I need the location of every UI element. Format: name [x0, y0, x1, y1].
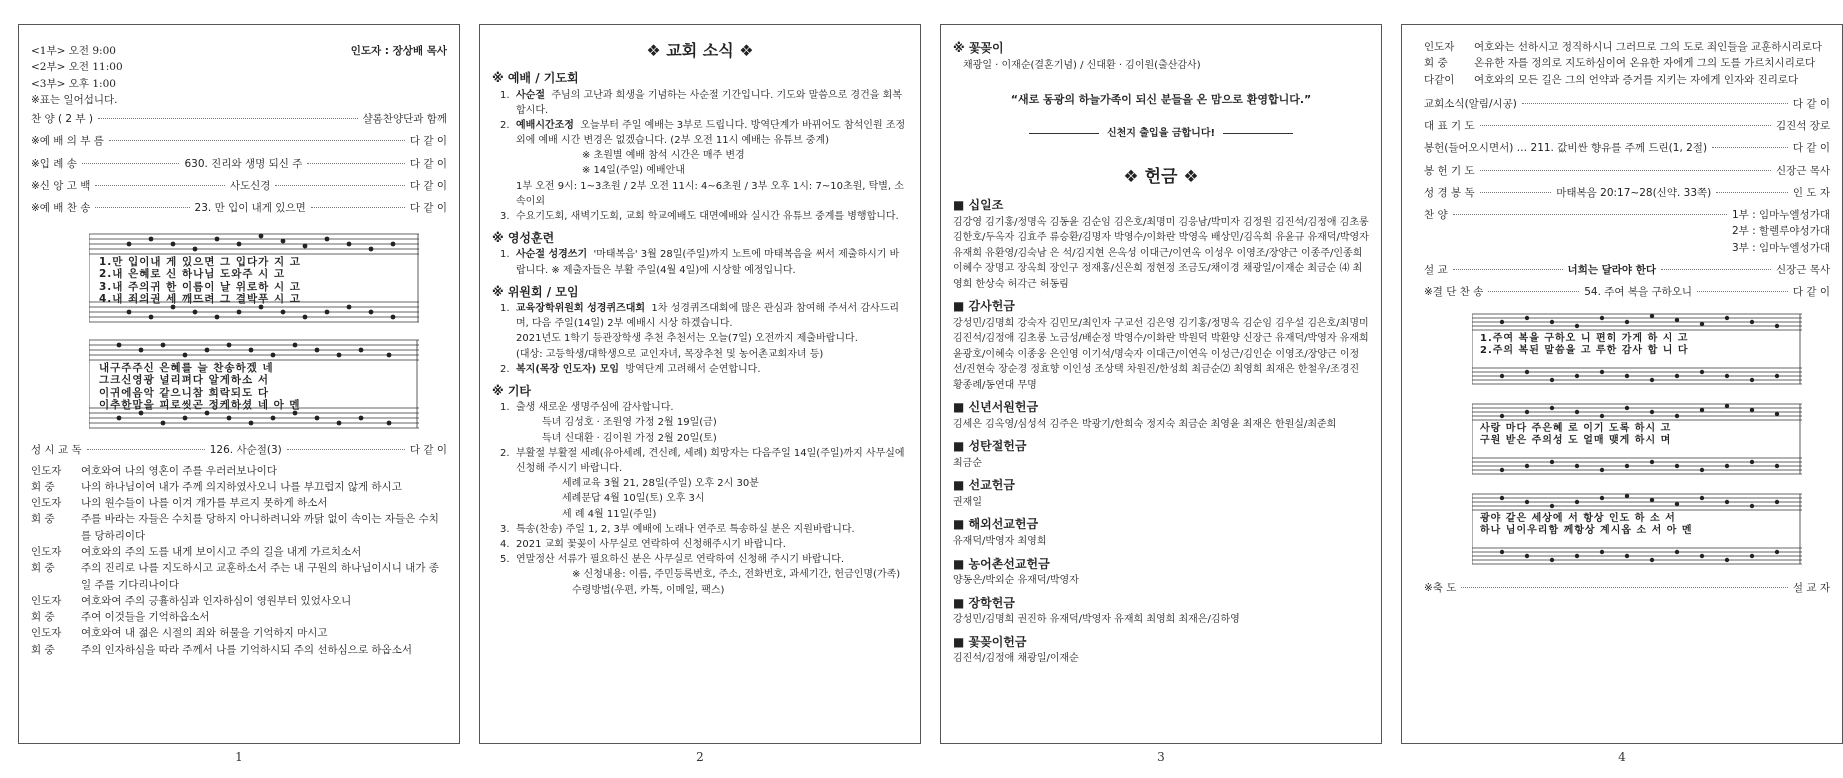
standing-note: ※표는 일어섭니다. — [31, 93, 118, 106]
closing-hymn-score-3 — [1472, 486, 1802, 570]
choir-entry: 2부 : 할렐루야성가대 — [1731, 225, 1830, 238]
news-item: 2. 복지(목장 인도자) 모임 방역단계 고려해서 순연합니다. — [500, 363, 761, 375]
order-item: ※신 앙 고 백 사도신경 다 같 이 — [31, 179, 448, 192]
church-news-title: ❖ 교회 소식 ❖ — [646, 41, 754, 60]
offering-heading: ■ 해외선교헌금 — [953, 517, 1039, 532]
news-item: 1. 사순절 성경쓰기 '마태복음' 3월 28일(주일)까지 노트에 마태복음을 써서 제출하시기 바랍니다. ※ 제출자들은 부활 주일(4월 4일)에 시상할 예정입니다. — [500, 249, 900, 276]
order-item: 봉 헌 기 도 신장근 목사 — [1424, 164, 1830, 177]
offering-names: 양동은/박외순 유재덕/박영자 — [953, 575, 1079, 587]
responsive-reading: 인도자 여호와여 나의 영혼이 주를 우러러보나이다 회 중 나의 하나님이여 내가 주께 의지하였사오니 나를 부끄럽지 않게 하시고 인도자 나의 원수들이 나를 이겨 개가를 부르지 못하게 하소서 회 중 주를 바라는 자들은 수치를 당하지 아니하려니와 까닭 없이 속이는 자들은 수치를 당하리이다 인도자 여호와의 주의 도를 내게 보이시고 주의 길을 내게 가르치소서 회 중 주의 진리로 나를 지도하시고 교훈하소서 주는 내 구원의 하나님이시니 내가 종일 주를 기다리나이다 인도자 여호와여 주의 긍휼하심과 인자하심이 영원부터 있었사오니 회 중 주여 이것들을 기억하옵소서 인도자 여호와여 내 젊은 시절의 죄와 허물을 기억하지 마시고 회 중 주의 인자하심을 따라 주께서 나를 기억하시되 주의 선하심으로 하옵소서 — [31, 464, 439, 656]
section-heading: ※ 예배 / 기도회 — [492, 71, 579, 86]
offering-heading: ■ 신년서원헌금 — [953, 400, 1039, 415]
page-number: 3 — [1157, 750, 1165, 764]
news-item: 1. 출생 새로운 생명주심에 감사합니다. — [500, 402, 674, 414]
hymn-lyric-line: 이귀에음악 같으니참 희락되도 다 — [99, 386, 269, 399]
order-item: ※결 단 찬 송 54. 주여 복을 구하오니 다 같 이 — [1424, 286, 1831, 299]
hymn-lyric-line: 광야 같은 세상에 서 항상 인도 하 소 서 — [1480, 513, 1676, 525]
hymn-lyric-line: 내구주주신 은혜를 늘 찬송하겠 네 — [99, 362, 274, 375]
offering-heading: ■ 감사헌금 — [953, 299, 1015, 314]
baptism-entry: 세 례 4월 11일(주일) — [562, 508, 657, 520]
section-heading: ※ 영성훈련 — [492, 231, 555, 246]
offering-names: 김세은 김옥영/심성석 김주은 박광기/한희숙 정지숙 최금순 최영윤 최재은 한원실/최준희 — [953, 418, 1337, 430]
birth-entry: 득녀 신대환 · 김이원 가정 2월 20일(토) — [542, 432, 717, 444]
offering-heading: ■ 꽃꽂이헌금 — [953, 634, 1027, 649]
offering-title: ❖ 헌금 ❖ — [1123, 166, 1199, 187]
offering-names: 강성민/김명희 강숙자 김민모/최인자 구교선 김은영 김기홍/정명옥 김순임 김우설 김은호/최명미 김진석/김정애 김초롱 노금성/배순정 박영수/이화란 박원덕 박환양 신장근 유재덕/박영자 유재희 윤광호/이혜숙 이종웅 은인영 이기석/명숙자 이대근/이연옥 이성근/김인순 이영조/장양근 이정선/진현숙 장순경 정효향 이인성 조상택 차원진/한성희 최금순⑵ 최영희 최재은 한철우/조경진 황종례/동연대 무명 — [953, 317, 1369, 391]
flowers-heading: ※ 꽃꽂이 — [953, 41, 1004, 55]
welcome-message: “새로 동광의 하늘가족이 되신 분들을 온 맘으로 환영합니다.” — [1010, 93, 1312, 107]
hymn-lyric-line: 사랑 마다 주은혜 로 이기 도록 하시 고 — [1480, 423, 1672, 435]
hymn-lyric-line: 4.내 죄의권 세 깨뜨려 그 결박푸 시 고 — [99, 292, 301, 305]
news-subnote: ※ 14일(주일) 예배안내 — [582, 165, 685, 177]
offering-list — [953, 196, 1369, 667]
offering-names: 유재덕/박영자 최영희 — [953, 536, 1047, 548]
offering-names: 김진석/김정애 채광일/이재순 — [953, 653, 1079, 665]
closing-hymn-score-2 — [1472, 396, 1802, 480]
offering-names: 김강영 김기홍/정명옥 김동윤 김순임 김은호/최명미 김응남/박미자 김정원 김진석/김정애 김초롱 김한호/두옥자 김효주 류승환/김명자 박영수/이화란 박영옥 배상민/김옥희 유윤규 유재덕/박영자 유재희 유환영/김숙남 은 석/김지현 은옥성 이대근/이연옥 이성우 이영조/장양근 이종주/인종희 이혜수 장명고 장옥희 장인구 정재홍/신은희 정현정 조금도/채이경 채광일/이재순 최금순 ⑷ 최영희 한상숙 허각근 허동림 — [953, 216, 1369, 290]
news-subnote: 2021년도 1학기 등관장학생 추천 추천서는 오늘(7일) 오전까지 제출바랍니다. — [516, 333, 858, 345]
offering-names: 최금순 — [953, 457, 982, 469]
section-heading: ※ 위원회 / 모임 — [492, 284, 579, 299]
news-item: 5. 연말정산 서류가 필요하신 분은 사무실로 연락하여 신청해 주시기 바랍니다. — [500, 554, 845, 566]
baptism-entry: 세례교육 3월 21, 28일(주일) 오후 2시 30분 — [562, 478, 759, 490]
bulletin-page-1 — [18, 24, 460, 744]
news-item: 2. 부활절 부활절 세례(유아세례, 견신례, 세례) 희망자는 다음주일 14일(주일)까지 사무실에 신청해 주시기 바랍니다. — [500, 447, 905, 474]
no-entry-notice: 신천지 출입을 금합니다! — [953, 126, 1369, 142]
hymn-score-1 — [89, 224, 419, 328]
responsive-reading-continued: 인도자 여호와는 선하시고 정직하시니 그러므로 그의 도로 죄인들을 교훈하시리로다 회 중 온유한 자를 정의로 지도하심이여 온유한 자에게 그의 도를 가르치시리로다 다같이 여호와의 모든 길은 그의 언약과 증거를 지키는 자에게 인자와 진리로다 — [1424, 41, 1822, 86]
hymn-lyric-line: 그크신영광 널리펴다 알게하소 서 — [99, 374, 269, 387]
order-item: 찬 양 ( 2 부 ) 샬롬찬양단과 함께 — [31, 113, 447, 126]
news-item: 3. 수요기도회, 새벽기도회, 교회 학교예배도 대면예배와 실시간 유튜브 중계를 병행합니다. — [500, 211, 899, 223]
bulletin-page-3 — [940, 24, 1382, 744]
news-item: 4. 2021 교회 꽃꽂이 사무실로 연락하여 신청해주시기 바랍니다. — [500, 538, 786, 550]
order-item: 설 교 너희는 달라야 한다 신장근 목사 — [1424, 263, 1830, 276]
order-item: ※예 배 의 부 름 다 같 이 — [31, 135, 447, 148]
news-subnote: (대상: 고등학생/대학생으로 교인자녀, 목장추천 및 농어촌교회자녀 등) — [516, 348, 824, 360]
baptism-entry: 세례문답 4월 10일(토) 오후 3시 — [562, 493, 705, 505]
service-times-block — [31, 43, 447, 92]
offering-heading: ■ 농어촌선교헌금 — [953, 556, 1050, 571]
closing-hymn-score-1 — [1472, 306, 1802, 390]
hymn-lyric-line: 1.만 입이내 게 있으면 그 입다가 지 고 — [99, 256, 301, 269]
order-item: ※예 배 찬 송 23. 만 입이 내게 있으면 다 같 이 — [31, 202, 448, 215]
hymn-lyric-line: 3.내 주의귀 한 이름이 날 위로하 시 고 — [99, 280, 301, 293]
hymn-lyric-line: 1.주여 복을 구하오 니 편히 가게 하 시 고 — [1480, 333, 1689, 345]
news-subnote: ※ 초원별 예배 참석 시간은 매주 변경 — [582, 150, 745, 162]
birth-entry: 득녀 김성호 · 조원영 가정 2월 19일(금) — [542, 417, 717, 429]
news-item: 1. 교육장학위원회 성경퀴즈대회 1차 성경퀴즈대회에 많은 관심과 참여해 주셔서 감사드리며, 다음 주일(14일) 2부 예배시 시상 하겠습니다. — [500, 303, 900, 330]
order-item: 교회소식(알림/시공) 다 같 이 — [1424, 97, 1830, 110]
order-item: 찬 양 1부 : 임마누엘성가대 — [1424, 209, 1830, 222]
hymn-score-2 — [89, 332, 419, 432]
offering-names: 강성민/김명희 권진하 유재덕/박영자 유재희 최영희 최재은/김하영 — [953, 614, 1240, 626]
flowers-text: 채광일 · 이재순(결혼기념) / 신대환 · 김이원(출산감사) — [963, 59, 1201, 71]
page-number: 1 — [235, 750, 243, 764]
worship-leader: 인도자 : 장상배 목사 — [350, 45, 447, 57]
service-time: <1부> 오전 9:00 — [31, 45, 116, 57]
news-subnote: ※ 신청내용: 이름, 주민등록번호, 주소, 전화번호, 과세기간, 헌금인명(가족) 수령방법(우편, 카톡, 이메일, 팩스) — [572, 569, 901, 596]
order-item: 대 표 기 도 김진석 장로 — [1424, 120, 1830, 133]
order-item: ※축 도 설 교 자 — [1424, 582, 1830, 595]
bulletin-page-4 — [1401, 24, 1843, 744]
news-item: 1. 사순절 주님의 고난과 희생을 기념하는 사순절 기간입니다. 기도와 말씀으로 경건을 회복합시다. — [500, 89, 902, 116]
choir-entry: 3부 : 임마누엘성가대 — [1731, 241, 1830, 254]
service-time: <3부> 오후 1:00 — [31, 77, 116, 90]
hymn-lyric-line: 이추한맘을 피로씻곤 정케하셨 네 아 멘 — [99, 398, 301, 411]
hymn-lyric-line: 구원 받은 주의성 도 얼매 맺게 하시 며 — [1480, 435, 1672, 447]
offering-heading: ■ 십일조 — [953, 197, 1004, 212]
order-item: 성 경 봉 독 마태복음 20:17~28(신약. 33쪽) 인 도 자 — [1424, 186, 1831, 199]
news-item: 3. 특송(찬송) 주일 1, 2, 3부 예배에 노래나 연주로 특송하실 분은 지원바랍니다. — [500, 523, 855, 535]
offering-heading: ■ 성탄절헌금 — [953, 439, 1027, 454]
news-item: 2. 예배시간조정 오늘부터 주일 예배는 3부로 드립니다. 방역단계가 바뀌어도 참석인원 조정 외에 예배 시간 변경은 없겠습니다. (2부 오전 11시 예배는 유튜브 중계) — [500, 119, 906, 147]
hymn-lyric-line: 하나 님이우리함 께항상 계시옵 소 서 아 멘 — [1480, 525, 1693, 537]
section-heading: ※ 기타 — [492, 384, 532, 399]
offering-heading: ■ 장학헌금 — [953, 595, 1015, 610]
offering-heading: ■ 선교헌금 — [953, 478, 1015, 493]
order-item: ※입 례 송 630. 진리와 생명 되신 주 다 같 이 — [31, 157, 448, 170]
hymn-lyric-line: 2.주의 복된 말씀을 고 루한 감사 합 니 다 — [1480, 345, 1689, 357]
responsive-reading-item: 성 시 교 독 126. 사순절(3) 다 같 이 — [31, 444, 448, 457]
page-number: 4 — [1618, 750, 1626, 764]
offering-names: 권재일 — [953, 496, 982, 508]
news-schedule: 1부 오전 9시: 1~3초원 / 2부 오전 11시: 4~6초원 / 3부 오후 1시: 7~10초원, 탁별, 소속이외 — [516, 180, 904, 207]
hymn-lyric-line: 2.내 은혜로 신 하나님 도와주 시 고 — [99, 268, 286, 281]
page-number: 2 — [696, 750, 704, 764]
bulletin-page-2 — [479, 24, 921, 744]
service-time: <2부> 오전 11:00 — [31, 61, 123, 74]
order-item: 봉헌(들어오시면서) … 211. 값비싼 향유를 주께 드린(1, 2절) 다 같 이 — [1424, 142, 1830, 155]
